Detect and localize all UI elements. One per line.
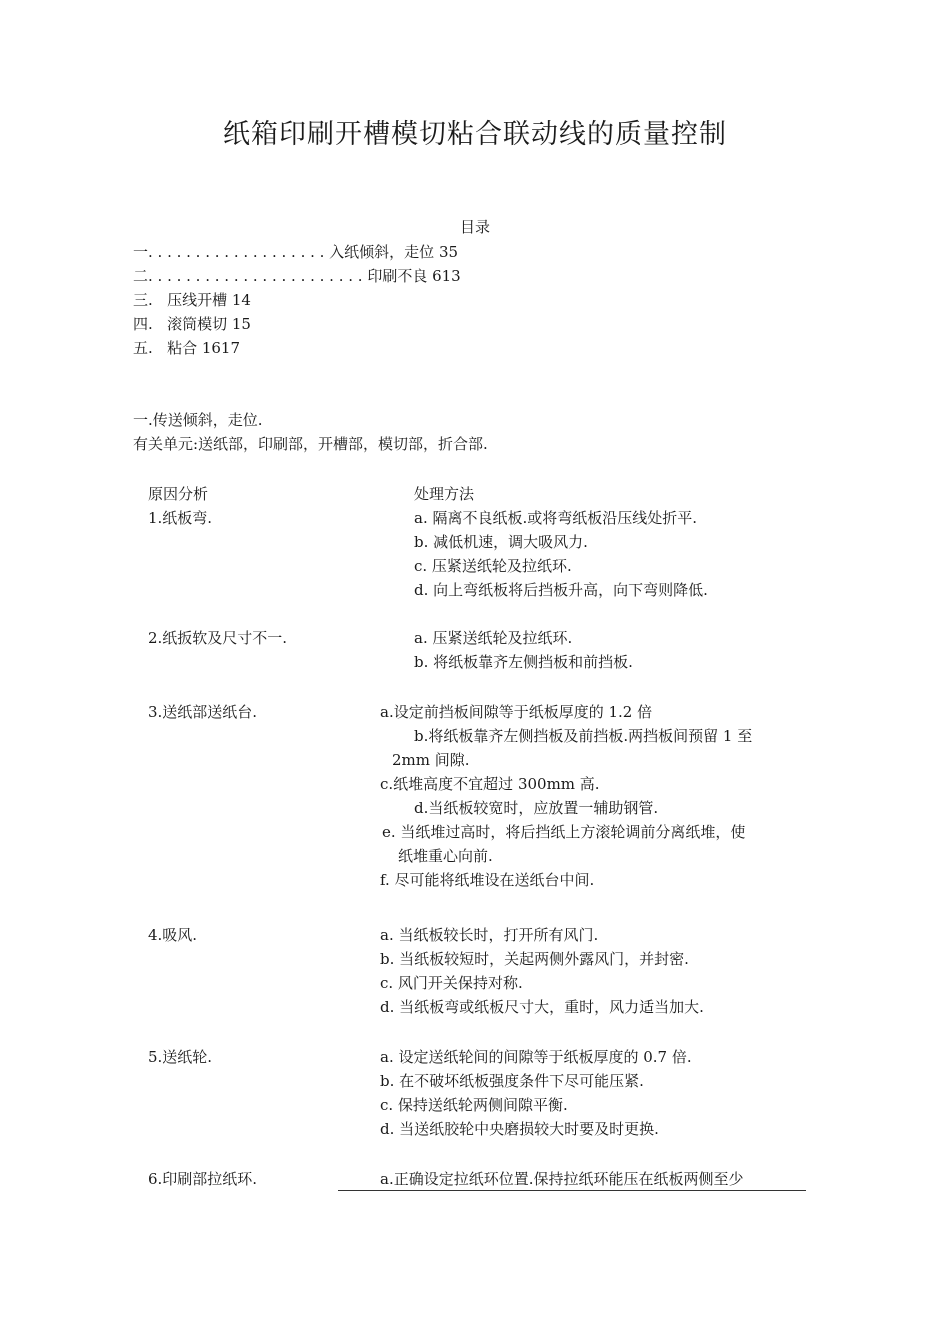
method-item: c. 保持送纸轮两侧间隙平衡. [380,1096,568,1114]
cause-text: 4.吸风. [148,926,198,944]
method-list [414,506,708,602]
method-item: b. 当纸板较短时，关起两侧外露风门，并封密. [380,950,689,968]
method-item-continued: 2mm 间隙. [392,751,470,769]
toc-entry[interactable]: 二. . . . . . . . . . . . . . . . . . . . . . . 印刷不良 613 [133,267,461,285]
toc-entry[interactable]: 一. . . . . . . . . . . . . . . . . . . 入纸倾斜，走位 35 [133,243,459,261]
cause-text: 1.纸板弯. [148,509,213,527]
toc-entry[interactable]: 五. 粘合 1617 [133,339,241,357]
method-item: a. 当纸板较长时，打开所有风门. [380,926,599,944]
method-item: b. 减低机速，调大吸风力. [414,533,588,551]
method-item: c.纸堆高度不宜超过 300mm 高. [380,775,600,793]
method-item-continued: 纸堆重心向前. [398,847,493,865]
method-item: e. 当纸堆过高时，将后挡纸上方滚轮调前分离纸堆，使 [382,823,746,841]
method-list [380,923,704,1019]
method-list [380,700,752,892]
method-item: b. 将纸板靠齐左侧挡板和前挡板. [414,653,633,671]
toc-heading: 目录 [459,218,490,236]
method-item: b. 在不破坏纸板强度条件下尽可能压紧. [380,1072,644,1090]
section-title: 一.传送倾斜，走位. [133,411,263,429]
method-item: d.当纸板较宽时，应放置一辅助钢管. [414,799,659,817]
method-item: f. 尽可能将纸堆设在送纸台中间. [380,871,595,889]
method-item: a. 压紧送纸轮及拉纸环. [414,629,573,647]
header-method: 处理方法 [414,485,475,503]
table-row [148,923,828,1045]
cause-text: 3.送纸部送纸台. [148,703,258,721]
method-item: d. 向上弯纸板将后挡板升高，向下弯则降低. [414,581,708,599]
section-header [133,408,488,456]
cause-text: 2.纸扳软及尺寸不一. [148,629,288,647]
method-list [414,626,633,674]
method-item: a. 设定送纸轮间的间隙等于纸板厚度的 0.7 倍. [380,1048,692,1066]
method-item: c. 压紧送纸轮及拉纸环. [414,557,572,575]
method-item: b.将纸板靠齐左侧挡板及前挡板.两挡板间预留 1 至 [414,727,753,745]
cause-method-table [148,482,828,1197]
cause-text: 6.印刷部拉纸环. [148,1170,258,1188]
method-item: a.设定前挡板间隙等于纸板厚度的 1.2 倍 [380,703,653,721]
method-list [380,1045,692,1141]
method-item: d. 当送纸胶轮中央磨损较大时要及时更换. [380,1120,659,1138]
header-cause: 原因分析 [148,485,209,503]
toc-entry[interactable]: 三. 压线开槽 14 [133,291,251,309]
cause-text: 5.送纸轮. [148,1048,213,1066]
table-row [148,506,828,626]
method-item: c. 风门开关保持对称. [380,974,523,992]
table-row [148,1167,828,1197]
table-header [148,482,828,506]
method-list [380,1167,743,1191]
document-title: 纸箱印刷开槽模切粘合联动线的质量控制 [223,119,727,150]
method-item: d. 当纸板弯或纸板尺寸大，重时，风力适当加大. [380,998,704,1016]
method-item: a. 隔离不良纸板.或将弯纸板沿压线处折平. [414,509,698,527]
table-row [148,1045,828,1167]
table-of-contents [133,240,461,360]
table-row [148,626,828,700]
table-row [148,700,828,923]
section-units: 有关单元:送纸部，印刷部，开槽部，模切部，折合部. [133,435,488,453]
method-item: a.正确设定拉纸环位置.保持拉纸环能压在纸板两侧至少 [380,1170,744,1188]
toc-entry[interactable]: 四. 滚筒模切 15 [133,315,251,333]
